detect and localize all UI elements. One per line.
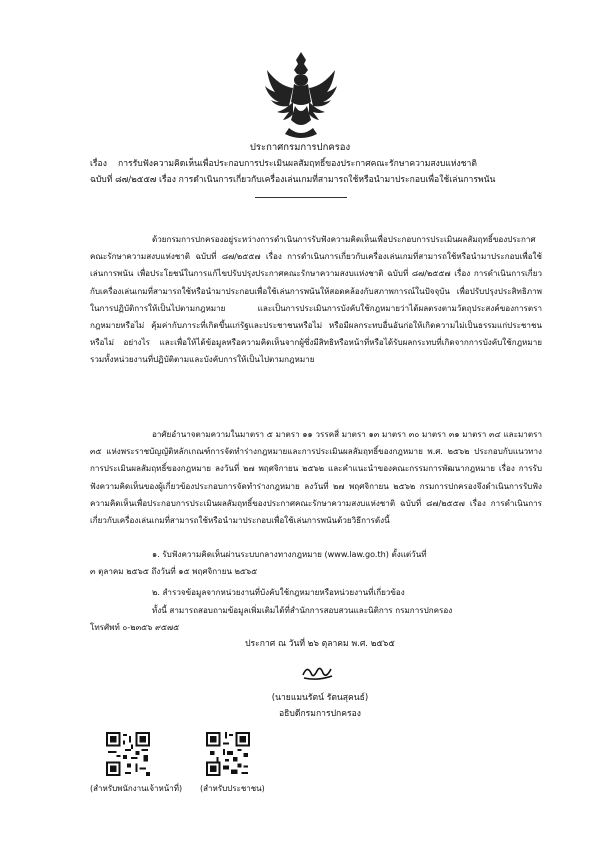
subject-label: เรื่อง <box>90 159 107 169</box>
qr-code-staff[interactable] <box>106 732 150 776</box>
subject-block <box>90 156 542 188</box>
garuda-emblem-icon <box>263 50 339 138</box>
method-item-1-dates: ๓ ตุลาคม ๒๕๖๕ ถึงวันที่ ๑๕ พฤศจิกายน ๒๕๖๕ <box>90 566 258 576</box>
method-item-1: ๑. รับฟังความคิดเห็นผ่านระบบกลางทางกฎหมาย (www.law.go.th) ตั้งแต่วันที่ <box>152 549 427 559</box>
subject-line-1: การรับฟังความคิดเห็นเพื่อประกอบการประเมินผลสัมฤทธิ์ของประกาศคณะรักษาความสงบแห่งชาติ <box>118 159 477 169</box>
qr-caption-staff: (สำหรับพนักงานเจ้าหน้าที่) <box>90 784 183 793</box>
announcement-date: ประกาศ ณ วันที่ ๒๖ ตุลาคม พ.ศ. ๒๕๖๕ <box>245 639 395 649</box>
qr-caption-public: (สำหรับประชาชน) <box>200 784 265 793</box>
qr-code-public[interactable] <box>206 732 250 776</box>
title-divider <box>255 197 347 198</box>
announcement-title: ประกาศกรมการปกครอง <box>249 142 351 153</box>
signature-icon <box>300 660 336 682</box>
subject-line-2: ฉบับที่ ๘๗/๒๕๕๗ เรื่อง การดำเนินการเกี่ยวกับเครื่องเล่นเกมที่สามารถใช้หรือนำมาประกอบเพื่อใช้เล่นการพนัน <box>90 175 496 185</box>
signer-position: อธิบดีกรมการปกครอง <box>279 709 361 719</box>
contact-line-2: โทรศัพท์ ๐-๒๓๕๖ ๙๕๗๕ <box>90 622 180 632</box>
contact-line-1: ทั้งนี้ สามารถสอบถามข้อมูลเพิ่มเติมได้ที่สำนักการสอบสวนและนิติการ กรมการปกครอง <box>152 605 453 615</box>
signer-name: (นายแมนรัตน์ รัตนสุคนธ์) <box>271 693 369 703</box>
body-paragraph-2: อาศัยอำนาจตามความในมาตรา ๕ มาตรา ๑๑ วรรคสี่ มาตรา ๑๓ มาตรา ๓๐ มาตรา ๓๑ มาตรา ๓๔ และมาตรา ๓๕ แห่งพระราชบัญญัติหลักเกณฑ์การจัดทำร่างกฎหมายและการประเมินผลสัมฤทธิ์ของกฎหมาย พ.ศ. ๒๕๖๒ ประกอบกับแนวทางการประเมินผลสัมฤทธิ์ของกฎหมาย ลงวันที่ ๒๗ พฤศจิกายน ๒๕๖๒ และคำแนะนำของคณะกรรมการพัฒนากฎหมาย เรื่อง การรับฟังความคิดเห็นของผู้เกี่ยวข้องประกอบการจัดทำร่างกฎหมาย ลงวันที่ ๒๗ พฤศจิกายน ๒๕๖๒ กรมการปกครองจึงดำเนินการรับฟังความคิดเห็นเพื่อประกอบการประเมินผลสัมฤทธิ์ของประกาศคณะรักษาความสงบแห่งชาติ ฉบับที่ ๘๗/๒๕๕๗ เรื่อง การดำเนินการเกี่ยวกับเครื่องเล่นเกมที่สามารถใช้หรือนำมาประกอบเพื่อใช้เล่นการพนันด้วยวิธีการดังนี้ <box>90 429 542 526</box>
method-item-2: ๒. สำรวจข้อมูลจากหน่วยงานที่บังคับใช้กฎหมายหรือหน่วยงานที่เกี่ยวข้อง <box>152 587 405 597</box>
body-paragraph-1: ด้วยกรมการปกครองอยู่ระหว่างการดำเนินการรับฟังความคิดเห็นเพื่อประกอบการประเมินผลสัมฤทธิ์ของประกาศคณะรักษาความสงบแห่งชาติ ฉบับที่ ๘๗/๒๕๕๗ เรื่อง การดำเนินการเกี่ยวกับเครื่องเล่นเกมที่สามารถใช้หรือนำมาประกอบเพื่อใช้เล่นการพนัน เพื่อประโยชน์ในการแก้ไขปรับปรุงประกาศคณะรักษาความสงบแห่งชาติ ฉบับที่ ๘๗/๒๕๕๗ เรื่อง การดำเนินการเกี่ยวกับเครื่องเล่นเกมที่สามารถใช้หรือนำมาประกอบเพื่อใช้เล่นการพนันให้สอดคล้องกับสภาพการณ์ในปัจจุบัน เพื่อปรับปรุงประสิทธิภาพในการปฏิบัติการให้เป็นไปตามกฎหมาย และเป็นการประเมินการบังคับใช้กฎหมายว่าได้ผลตรงตามวัตถุประสงค์ของการตรากฎหมายหรือไม่ คุ้มค่ากับภาระที่เกิดขึ้นแก่รัฐและประชาชนหรือไม่ หรือมีผลกระทบอื่นอันก่อให้เกิดความไม่เป็นธรรมแก่ประชาชนหรือไม่ อย่างไร และเพื่อให้ได้ข้อมูลหรือความคิดเห็นจากผู้ซึ่งมีสิทธิหรือหน้าที่หรือได้รับผลกระทบที่เกิดจากการบังคับใช้กฎหมาย รวมทั้งหน่วยงานที่ปฏิบัติตามและบังคับการให้เป็นไปตามกฎหมาย <box>90 234 542 365</box>
